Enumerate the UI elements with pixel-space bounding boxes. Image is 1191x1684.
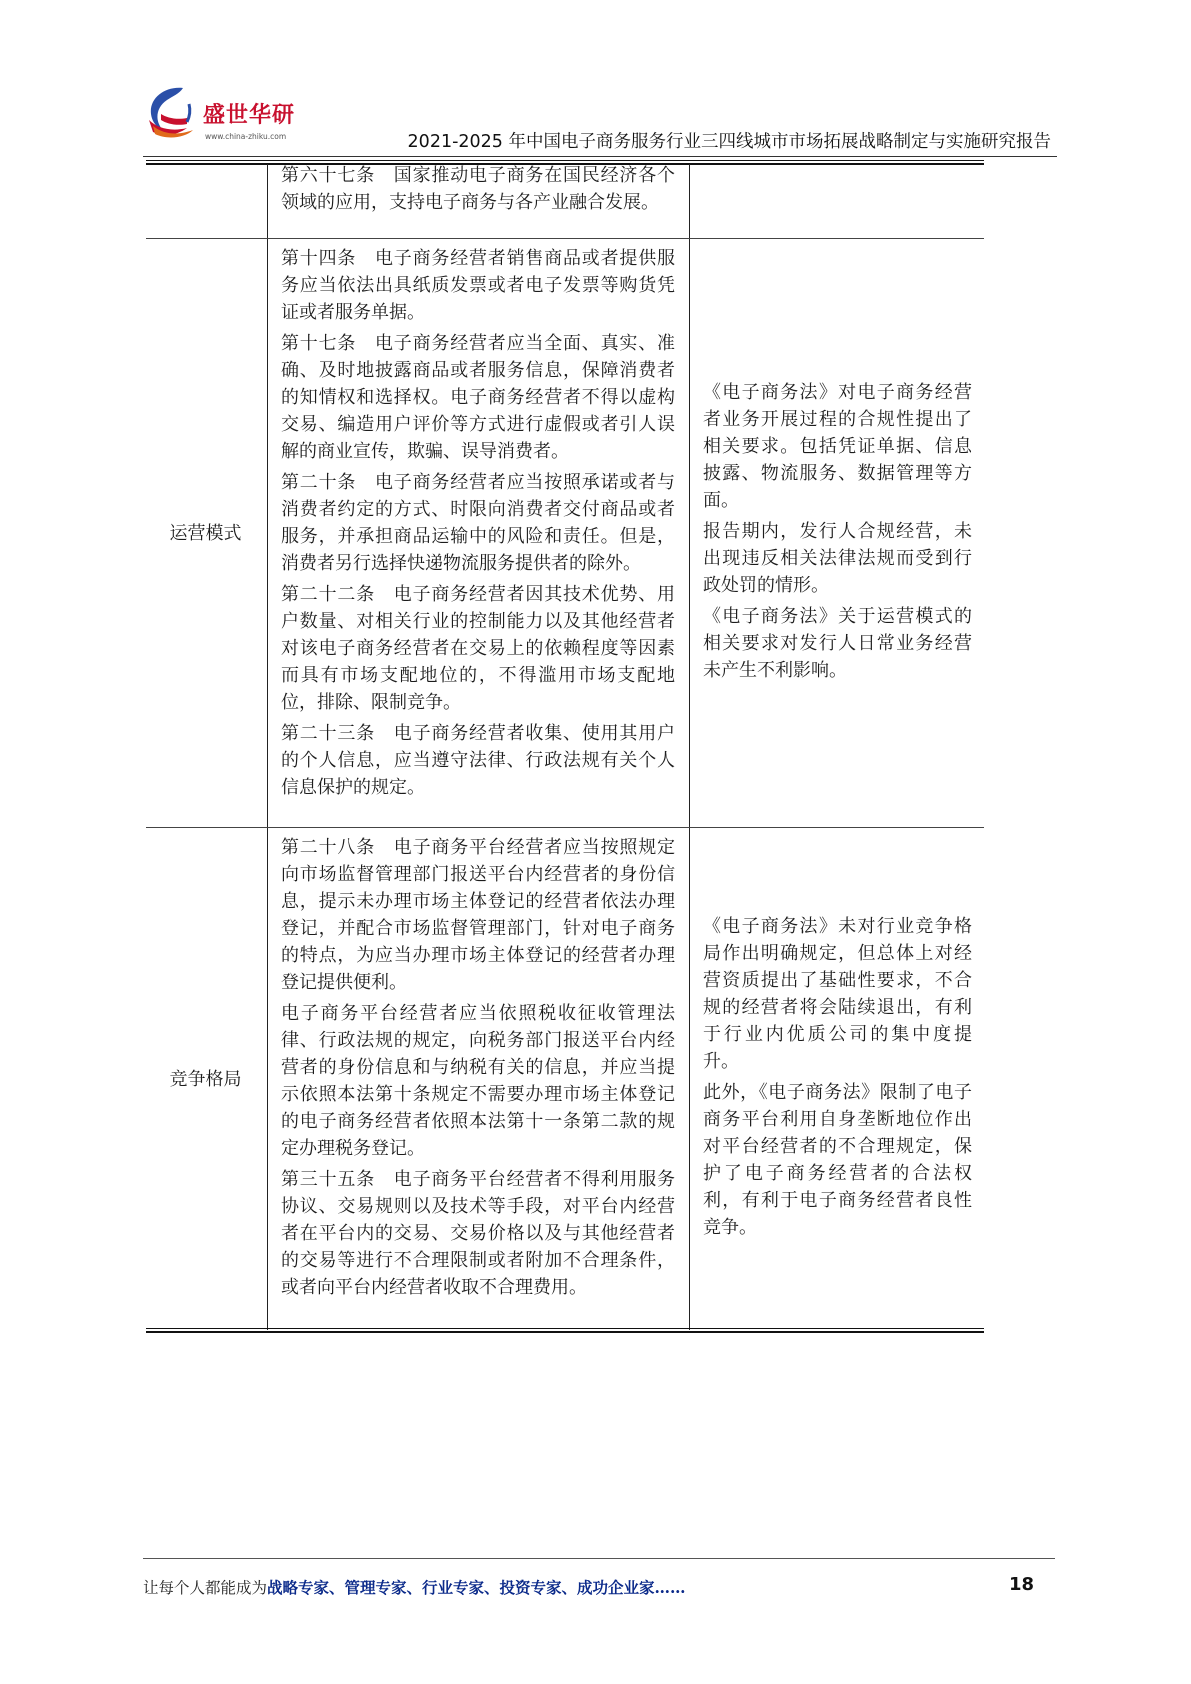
logo-emblem-icon <box>143 84 205 140</box>
category-cell <box>146 164 265 238</box>
footer-divider <box>143 1558 1055 1559</box>
slogan-prefix: 让每个人都能成为 <box>143 1579 268 1597</box>
page-number: 18 <box>1008 1574 1034 1595</box>
slogan-highlight: 战略专家、管理专家、行业专家、投资专家、成功企业家…… <box>267 1578 686 1597</box>
provision-cell <box>269 239 687 827</box>
provision-paragraph: 第二十八条 电子商务平台经营者应当按照规定向市场监督管理部门报送平台内经营者的身份信息，提示未办理市场主体登记的经营者依法办理登记，并配合市场监督管理部门，针对电子商务的特点，为应当办理市场主体登记的经营者办理登记提供便利。 <box>281 837 675 993</box>
table-bottom-rule <box>146 1328 984 1333</box>
footer-slogan <box>143 1576 686 1598</box>
category-cell <box>146 828 265 1330</box>
provision-paragraph: 第六十七条 国家推动电子商务在国民经济各个领域的应用，支持电子商务与各产业融合发展。 <box>281 165 675 213</box>
provision-paragraph: 第二十三条 电子商务经营者收集、使用其用户的个人信息，应当遵守法律、行政法规有关个人信息保护的规定。 <box>281 723 675 798</box>
provision-cell <box>269 828 687 1330</box>
analysis-paragraph: 《电子商务法》关于运营模式的相关要求对发行人日常业务经营未产生不利影响。 <box>703 605 972 681</box>
analysis-paragraph: 《电子商务法》对电子商务经营者业务开展过程的合规性提出了相关要求。包括凭证单据、信息披露、物流服务、数据管理等方面。 <box>703 381 972 511</box>
provision-paragraph: 第十七条 电子商务经营者应当全面、真实、准确、及时地披露商品或者服务信息，保障消费者的知情权和选择权。电子商务经营者不得以虚构交易、编造用户评价等方式进行虚假或者引人误解的商业宣传，欺骗、误导消费者。 <box>281 333 675 462</box>
analysis-cell <box>691 828 984 1330</box>
logo-url-text: www.china-zhiku.com <box>205 132 287 141</box>
column-divider <box>267 164 268 1330</box>
category-label: 竞争格局 <box>169 1068 242 1090</box>
company-logo <box>143 82 313 152</box>
category-cell <box>146 239 265 827</box>
provision-paragraph: 电子商务平台经营者应当依照税收征收管理法律、行政法规的规定，向税务部门报送平台内经营者的身份信息和与纳税有关的信息，并应当提示依照本法第十条规定不需要办理市场主体登记的电子商务经营者依照本法第十一条第二款的规定办理税务登记。 <box>281 1003 675 1159</box>
provision-paragraph: 第二十条 电子商务经营者应当按照承诺或者与消费者约定的方式、时限向消费者交付商品或者服务，并承担商品运输中的风险和责任。但是，消费者另行选择快递物流服务提供者的除外。 <box>281 472 675 574</box>
analysis-cell <box>691 239 984 827</box>
logo-brand-text: 盛世华研 <box>203 103 296 128</box>
provision-paragraph: 第十四条 电子商务经营者销售商品或者提供服务应当依法出具纸质发票或者电子发票等购货凭证或者服务单据。 <box>281 248 675 323</box>
analysis-paragraph: 《电子商务法》未对行业竞争格局作出明确规定，但总体上对经营资质提出了基础性要求，不合规的经营者将会陆续退出，有利于行业内优质公司的集中度提升。 <box>703 916 972 1072</box>
analysis-paragraph: 报告期内，发行人合规经营，未出现违反相关法律法规而受到行政处罚的情形。 <box>703 520 972 596</box>
category-label: 运营模式 <box>169 522 242 544</box>
analysis-cell <box>691 164 984 238</box>
provision-paragraph: 第二十二条 电子商务经营者因其技术优势、用户数量、对相关行业的控制能力以及其他经营者对该电子商务经营者在交易上的依赖程度等因素而具有市场支配地位的，不得滥用市场支配地位，排除、限制竞争。 <box>281 584 675 713</box>
document-title: 2021-2025 年中国电子商务服务行业三四线城市市场拓展战略制定与实施研究报告 <box>407 132 1051 152</box>
provision-cell <box>269 156 687 238</box>
analysis-paragraph: 此外，《电子商务法》限制了电子商务平台利用自身垄断地位作出对平台经营者的不合理规定，保护了电子商务经营者的合法权利，有利于电子商务经营者良性竞争。 <box>703 1082 972 1238</box>
column-divider <box>689 164 690 1330</box>
provision-paragraph: 第三十五条 电子商务平台经营者不得利用服务协议、交易规则以及技术等手段，对平台内经营者在平台内的交易、交易价格以及与其他经营者的交易等进行不合理限制或者附加不合理条件，或者向平台内经营者收取不合理费用。 <box>281 1169 675 1298</box>
